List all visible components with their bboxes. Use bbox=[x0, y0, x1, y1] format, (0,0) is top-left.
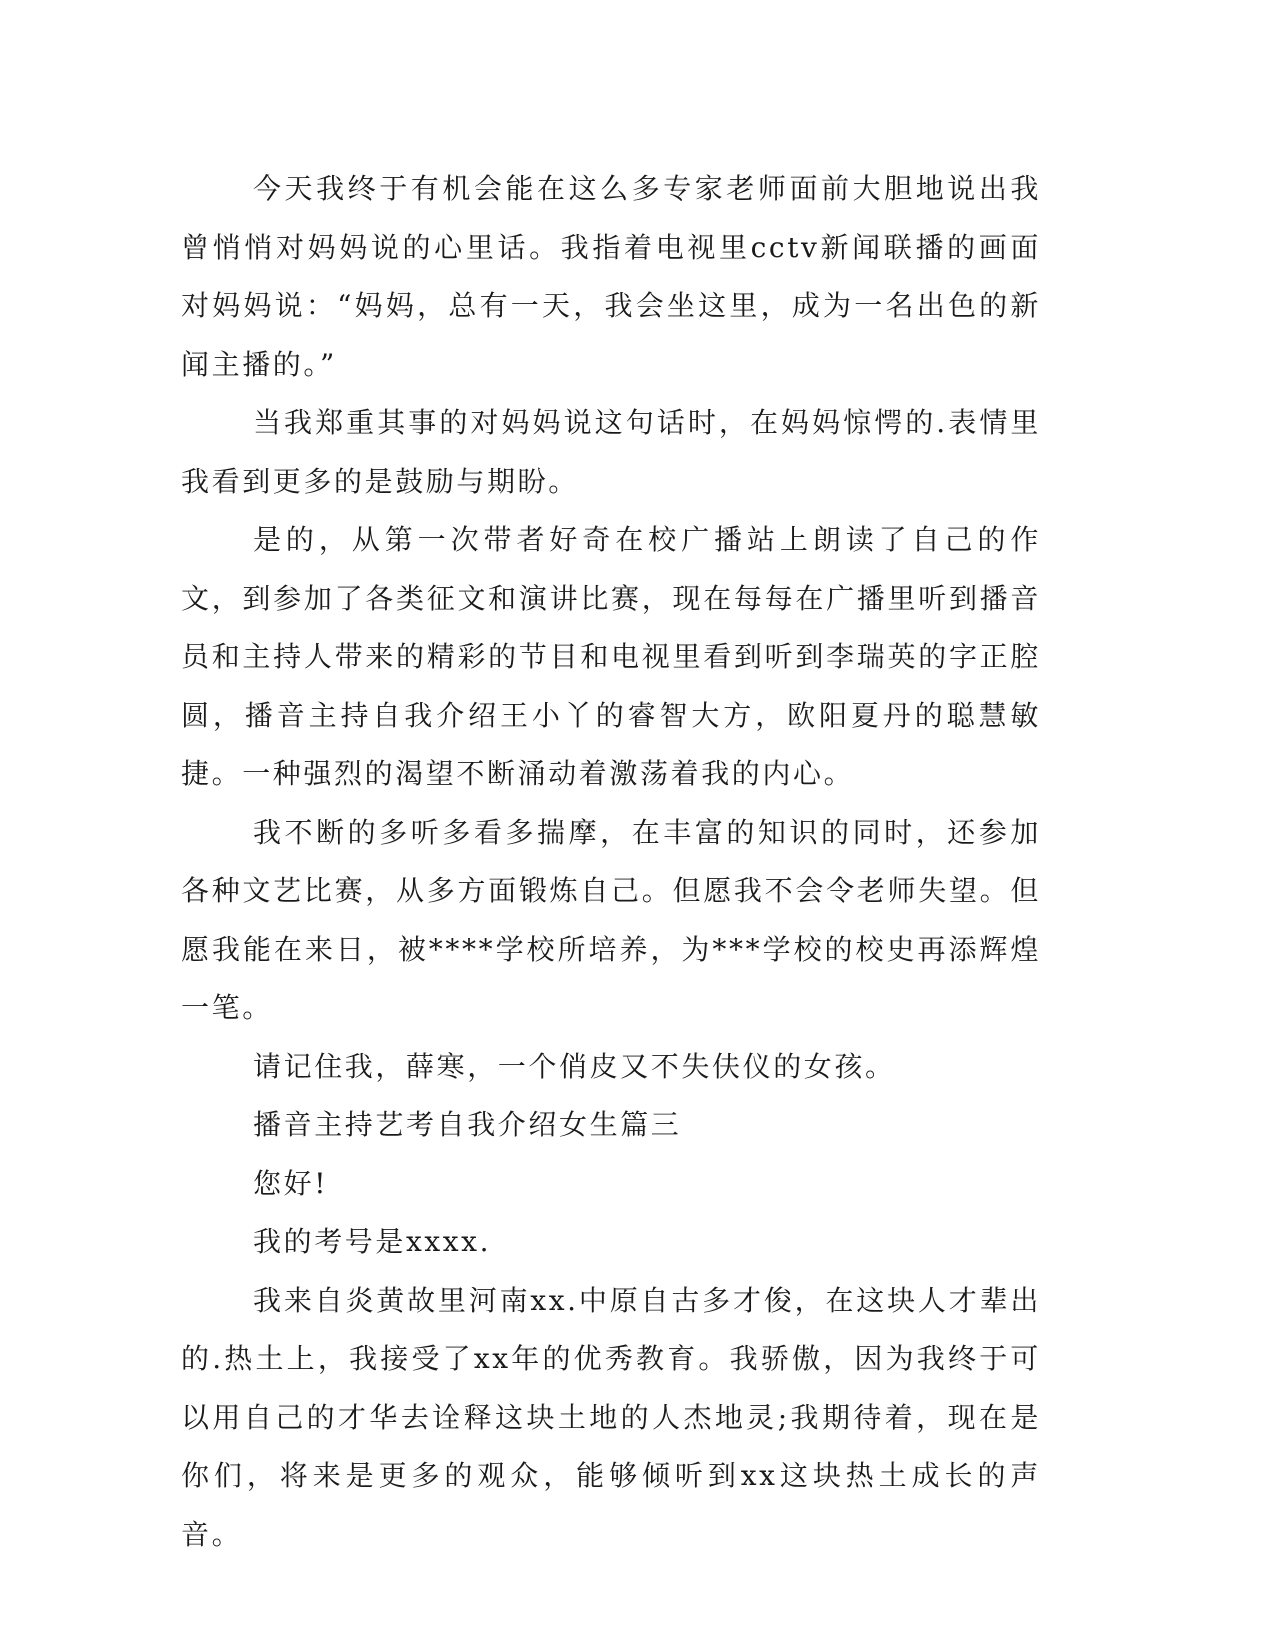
paragraph-9: 我来自炎黄故里河南xx.中原自古多才俊，在这块人才辈出的.热土上，我接受了xx年的优秀教育。我骄傲，因为我终于可以用自己的才华去诠释这块土地的人杰地灵;我期待着，现在是你们，将来是更多的观众，能够倾听到xx这块热土成长的声音。 bbox=[181, 1283, 1041, 1551]
paragraph-4: 我不断的多听多看多揣摩，在丰富的知识的同时，还参加各种文艺比赛，从多方面锻炼自己。但愿我不会令老师失望。但愿我能在来日，被****学校所培养，为***学校的校史再添辉煌一笔。 bbox=[181, 815, 1041, 1024]
paragraph-3: 是的，从第一次带者好奇在校广播站上朗读了自己的作文，到参加了各类征文和演讲比赛，现在每每在广播里听到播音员和主持人带来的精彩的节目和电视里看到听到李瑞英的字正腔圆，播音主持自我介绍王小丫的睿智大方，欧阳夏丹的聪慧敏捷。一种强烈的渴望不断涌动着激荡着我的内心。 bbox=[181, 523, 1041, 790]
paragraph-5: 请记住我，薛寒，一个俏皮又不失伕仪的女孩。 bbox=[253, 1049, 896, 1083]
document-body bbox=[181, 160, 1041, 1564]
greeting: 您好! bbox=[253, 1166, 329, 1200]
exam-number: 我的考号是xxxx. bbox=[253, 1225, 492, 1258]
paragraph-2: 当我郑重其事的对妈妈说这句话时，在妈妈惊愕的.表情里我看到更多的是鼓励与期盼。 bbox=[181, 406, 1041, 498]
section-heading: 播音主持艺考自我介绍女生篇三 bbox=[253, 1108, 682, 1141]
paragraph-1: 今天我终于有机会能在这么多专家老师面前大胆地说出我曾悄悄对妈妈说的心里话。我指着电视里cctv新闻联播的画面对妈妈说：“妈妈，总有一天，我会坐这里，成为一名出色的新闻主播的。” bbox=[181, 172, 1041, 381]
